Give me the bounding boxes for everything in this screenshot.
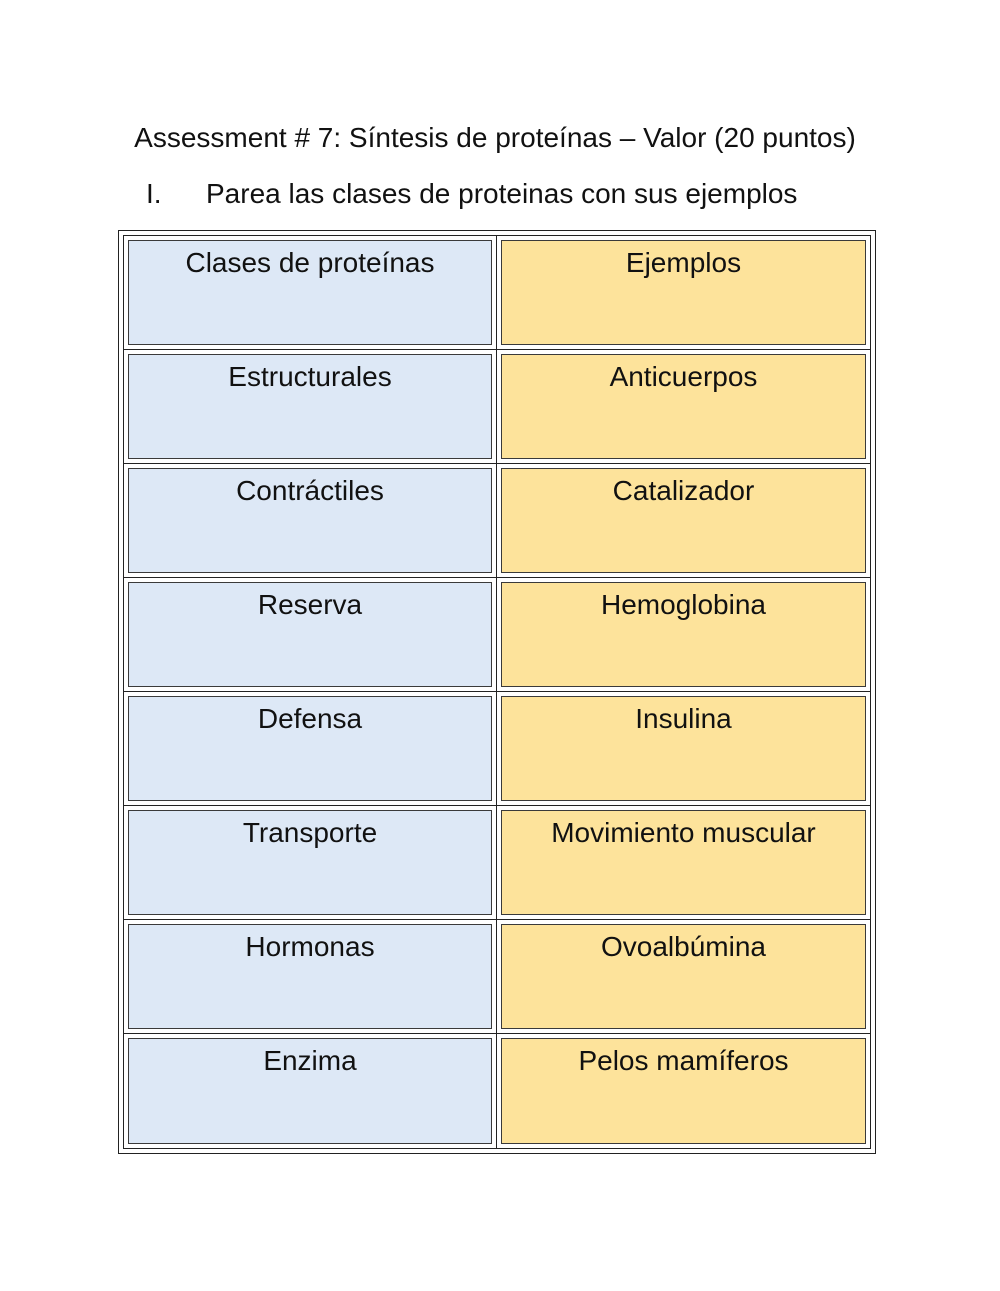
table-cell-example [497,464,870,578]
table-cell-example [497,692,870,806]
table-cell-example [497,806,870,920]
table-cell-class [124,1034,497,1148]
section-number: I. [146,178,162,209]
table-cell-example [497,350,870,464]
page-title: Assessment # 7: Síntesis de proteínas – Valor (20 puntos) [134,122,856,153]
card-header-examples[interactable]: Ejemplos [501,240,866,345]
table-cell-class [124,920,497,1034]
example-card[interactable]: Ovoalbúmina [501,924,866,1029]
table-cell-class [124,692,497,806]
example-card[interactable]: Pelos mamíferos [501,1038,866,1144]
section-heading [146,174,797,214]
table-cell-class [124,350,497,464]
header-cell-classes [124,236,497,350]
class-card[interactable]: Transporte [128,810,492,915]
section-text: Parea las clases de proteinas con sus ejemplos [206,178,798,209]
class-card[interactable]: Defensa [128,696,492,801]
class-card[interactable]: Estructurales [128,354,492,459]
class-card[interactable]: Contráctiles [128,468,492,573]
table-cell-example [497,920,870,1034]
class-card[interactable]: Enzima [128,1038,492,1144]
class-card[interactable]: Hormonas [128,924,492,1029]
table-cell-example [497,578,870,692]
card-header-classes[interactable]: Clases de proteínas [128,240,492,345]
table-cell-class [124,806,497,920]
example-card[interactable]: Insulina [501,696,866,801]
example-card[interactable]: Hemoglobina [501,582,866,687]
example-card[interactable]: Anticuerpos [501,354,866,459]
class-card[interactable]: Reserva [128,582,492,687]
matching-table-grid [123,235,871,1149]
header-cell-examples [497,236,870,350]
example-card[interactable]: Catalizador [501,468,866,573]
table-cell-class [124,464,497,578]
matching-table [118,230,876,1154]
table-cell-class [124,578,497,692]
table-cell-example [497,1034,870,1148]
example-card[interactable]: Movimiento muscular [501,810,866,915]
